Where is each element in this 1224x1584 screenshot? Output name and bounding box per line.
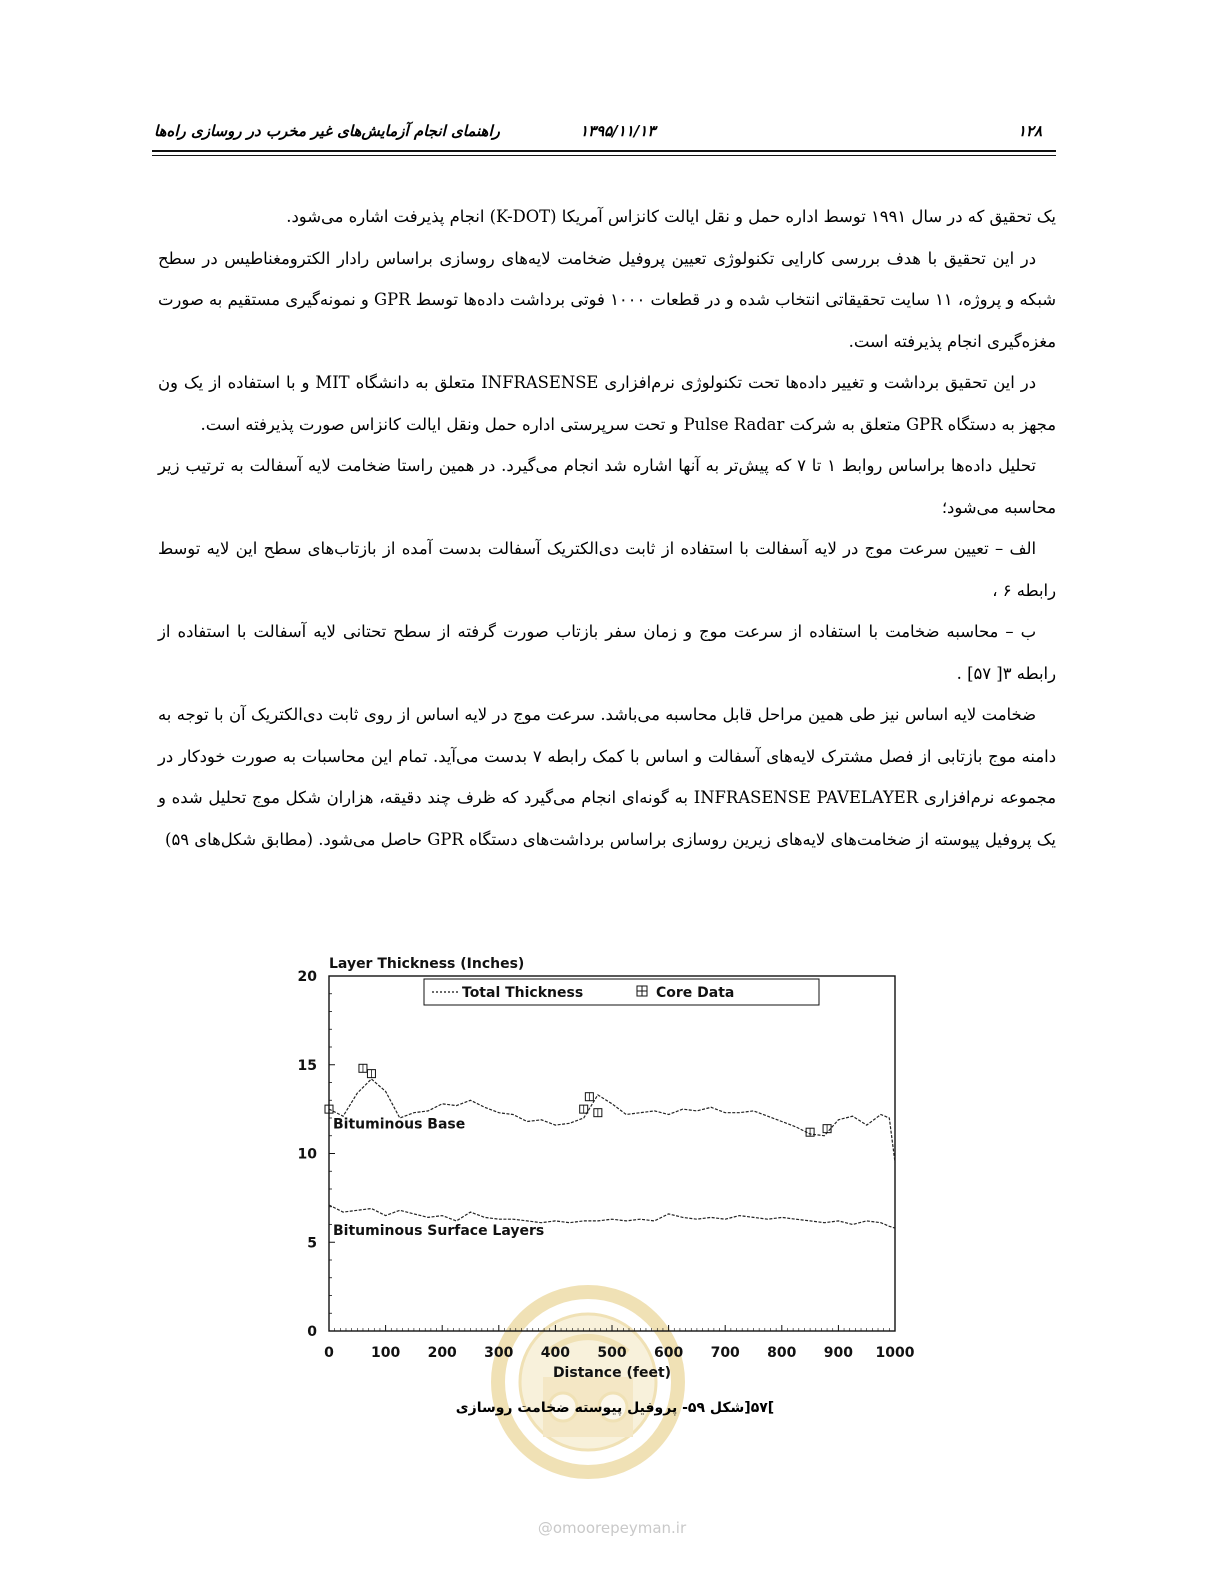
x-tick-label: 700 bbox=[710, 1345, 740, 1361]
body-text bbox=[158, 196, 1056, 860]
header-rule-thin bbox=[152, 155, 1056, 156]
x-tick-label: 500 bbox=[597, 1345, 627, 1361]
figure-caption: ]۵۷[شکل ۵۹- پروفیل پیوسته ضخامت روسازی bbox=[455, 1400, 775, 1416]
watermark-url: @omoorepeyman.ir bbox=[537, 1519, 687, 1537]
chart-title: Layer Thickness (Inches) bbox=[329, 956, 525, 972]
paragraph: ضخامت لایه اساس نیز طی همین مراحل قابل محاسبه می‌باشد. سرعت موج در لایه اساس از روی ثابت دی‌الکتریک آن با توجه به دامنه موج بازتابی از فصل مشترک لایه‌های آسفالت و اساس با کمک رابطه ۷ بدست می‌آید. تمام این محاسبات به صورت خودکار در مجموعه نرم‌افزاری INFRASENSE PAVELAYER به گونه‌ای انجام می‌گیرد که ظرف چند دقیقه، هزاران شکل موج تحلیل شده و یک پروفیل پیوسته از ضخامت‌های لایه‌های زیرین روسازی براساس برداشت‌های دستگاه GPR حاصل می‌شود. (مطابق شکل‌های ۵۹) bbox=[158, 705, 1057, 849]
y-tick-label: 5 bbox=[307, 1235, 317, 1252]
x-tick-label: 800 bbox=[767, 1345, 797, 1361]
x-tick-label: 300 bbox=[484, 1345, 514, 1361]
y-tick-label: 0 bbox=[307, 1324, 317, 1340]
paragraph: یک تحقیق که در سال ۱۹۹۱ توسط اداره حمل و نقل ایالت کانزاس آمریکا (K-DOT) انجام پذیرفت اشاره می‌شود. bbox=[286, 207, 1056, 226]
y-tick-label: 20 bbox=[297, 969, 317, 985]
annotation-base: Bituminous Base bbox=[333, 1116, 466, 1133]
x-tick-label: 900 bbox=[823, 1345, 854, 1361]
x-tick-label: 0 bbox=[324, 1345, 334, 1361]
header-date: ۱۳۹۵/۱۱/۱۳ bbox=[580, 122, 656, 140]
paragraph: الف – تعیین سرعت موج در لایه آسفالت با استفاده از ثابت دی‌الکتریک آسفالت بدست آمده از بازتاب‌های سطح این لایه توسط رابطه ۶ ، bbox=[158, 539, 1056, 600]
plot-frame bbox=[329, 976, 895, 1331]
x-tick-label: 100 bbox=[370, 1345, 401, 1361]
page-header bbox=[152, 118, 1056, 146]
legend-label-core: Core Data bbox=[656, 985, 735, 1001]
x-tick-label: 200 bbox=[427, 1345, 457, 1361]
header-rule-thick bbox=[152, 150, 1056, 152]
x-tick-label: 1000 bbox=[875, 1345, 915, 1361]
x-tick-label: 600 bbox=[653, 1345, 684, 1361]
y-tick-label: 15 bbox=[297, 1057, 317, 1074]
paragraph: تحلیل داده‌ها براساس روابط ۱ تا ۷ که پیش‌تر به آنها اشاره شد انجام می‌گیرد. در همین راستا ضخامت لایه آسفالت به ترتیب زیر محاسبه می‌شود؛ bbox=[158, 456, 1056, 517]
page-number: ۱۲۸ bbox=[1017, 122, 1042, 140]
x-tick-label: 400 bbox=[540, 1345, 571, 1361]
y-tick-label: 10 bbox=[297, 1146, 317, 1163]
x-axis-label: Distance (feet) bbox=[552, 1365, 672, 1381]
annotation-surface: Bituminous Surface Layers bbox=[333, 1223, 545, 1240]
paragraph: در این تحقیق با هدف بررسی کارایی تکنولوژی تعیین پروفیل ضخامت لایه‌های روسازی براساس رادار الکترومغناطیس در سطح شبکه و پروژه، ۱۱ سایت تحقیقاتی انتخاب شده و در قطعات ۱۰۰۰ فوتی برداشت داده‌ها توسط GPR و نمونه‌گیری مستقیم به صورت مغزه‌گیری انجام پذیرفته است. bbox=[158, 248, 1056, 351]
legend-label-total: Total Thickness bbox=[462, 985, 584, 1001]
header-title: راهنمای انجام آزمایش‌های غیر مخرب در روسازی راه‌ها bbox=[154, 122, 500, 140]
paragraph: در این تحقیق برداشت و تغییر داده‌ها تحت تکنولوژی نرم‌افزاری INFRASENSE متعلق به دانشگاه MIT و با استفاده از یک ون مجهز به دستگاه GPR متعلق به شرکت Pulse Radar و تحت سرپرستی اداره حمل ونقل ایالت کانزاس صورت پذیرفته است. bbox=[158, 373, 1056, 434]
paragraph: ب – محاسبه ضخامت با استفاده از سرعت موج و زمان سفر بازتاب صورت گرفته از سطح تحتانی لایه آسفالت با استفاده از رابطه ۳[ ۵۷] . bbox=[158, 622, 1056, 683]
layer-thickness-chart bbox=[290, 950, 920, 1381]
